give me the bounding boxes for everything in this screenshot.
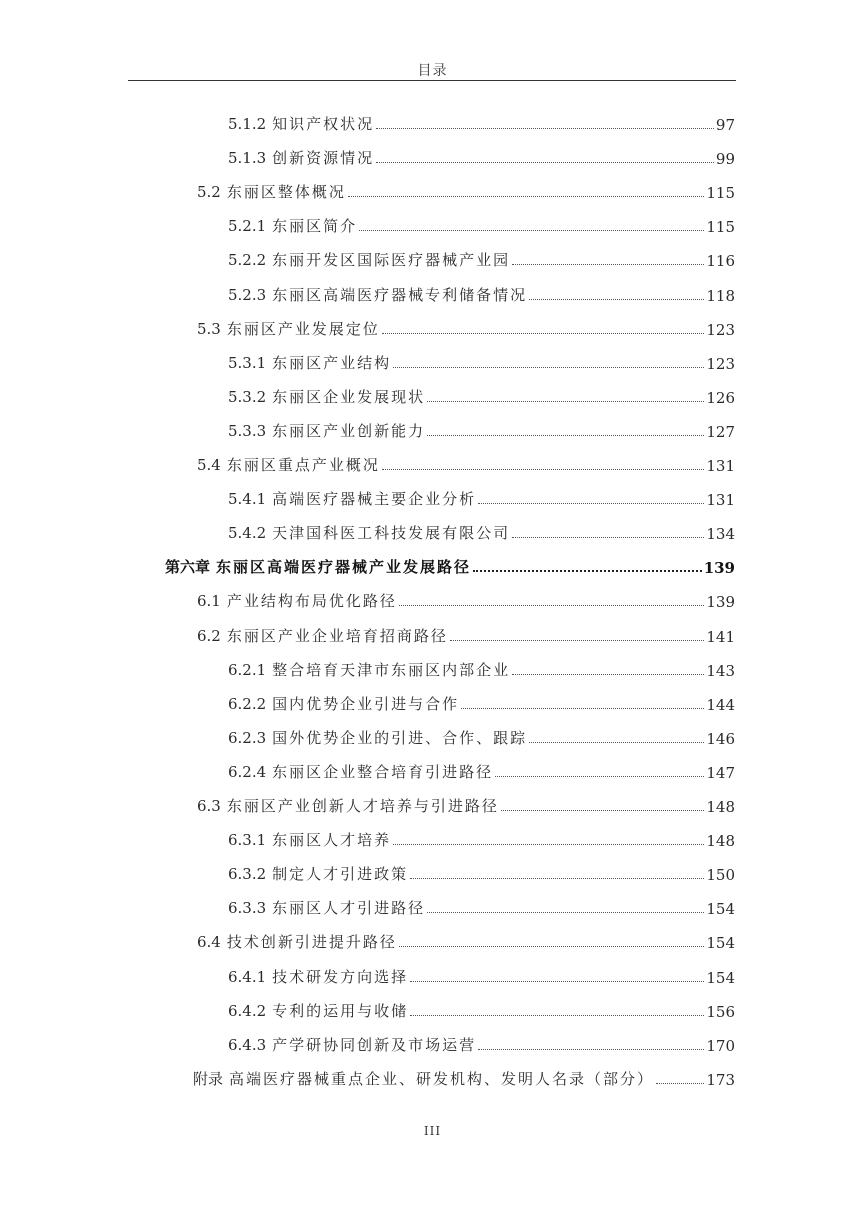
- toc-entry-page: 139: [706, 593, 735, 611]
- header-title: 目录: [0, 60, 865, 80]
- toc-entry-number: 6.2.3: [228, 729, 266, 747]
- header-divider: [128, 80, 736, 81]
- toc-dot-leader: [478, 1049, 704, 1050]
- toc-entry[interactable]: [197, 451, 735, 475]
- toc-dot-leader: [461, 708, 704, 709]
- toc-entry-label: [165, 556, 471, 577]
- toc-entry-label: [197, 181, 346, 202]
- toc-entry[interactable]: [197, 622, 735, 646]
- toc-entry[interactable]: [228, 349, 735, 373]
- toc-entry-label: [197, 931, 397, 952]
- toc-entry-number: 6.3.3: [228, 899, 266, 917]
- toc-entry-label: [228, 386, 425, 407]
- toc-dot-leader: [512, 264, 704, 265]
- toc-entry-page: 123: [706, 321, 735, 339]
- toc-entry-page: 134: [706, 525, 735, 543]
- toc-entry-page: 97: [716, 116, 735, 134]
- toc-dot-leader: [376, 128, 714, 129]
- toc-entry-title: 国内优势企业引进与合作: [272, 695, 459, 713]
- toc-entry-label: [228, 215, 357, 236]
- toc-entry-number: 6.2.4: [228, 763, 266, 781]
- toc-dot-leader: [473, 570, 702, 572]
- toc-entry-title: 东丽区简介: [272, 217, 357, 235]
- toc-entry-label: [228, 727, 527, 748]
- toc-chapter-entry[interactable]: [165, 553, 735, 577]
- toc-entry-number: 6.2.1: [228, 661, 266, 679]
- toc-entry[interactable]: [197, 315, 735, 339]
- toc-dot-leader: [427, 912, 704, 913]
- toc-entry[interactable]: [228, 417, 735, 441]
- toc-entry-label: [228, 113, 374, 134]
- toc-entry-title: 知识产权状况: [272, 115, 374, 133]
- toc-entry-page: 118: [706, 287, 735, 305]
- toc-entry[interactable]: [228, 144, 735, 168]
- toc-dot-leader: [478, 503, 704, 504]
- toc-entry-page: 148: [706, 798, 735, 816]
- toc-entry-number: 6.4.1: [228, 968, 266, 986]
- toc-entry-number: 5.1.2: [228, 115, 266, 133]
- toc-entry-label: [228, 693, 459, 714]
- toc-entry[interactable]: [228, 826, 735, 850]
- toc-entry-number: 5.2.1: [228, 217, 266, 235]
- toc-dot-leader: [529, 299, 704, 300]
- toc-dot-leader: [512, 537, 704, 538]
- toc-entry-label: [228, 352, 391, 373]
- toc-entry-page: 143: [706, 662, 735, 680]
- toc-entry[interactable]: [228, 690, 735, 714]
- toc-entry[interactable]: [228, 894, 735, 918]
- toc-entry-page: 126: [706, 389, 735, 407]
- toc-dot-leader: [427, 435, 704, 436]
- toc-dot-leader: [382, 469, 704, 470]
- toc-entry-page: 131: [706, 457, 735, 475]
- toc-entry-title: 东丽区产业发展定位: [227, 320, 380, 338]
- toc-entry-title: 高端医疗器械主要企业分析: [272, 490, 476, 508]
- toc-entry-label: [197, 625, 448, 646]
- toc-entry-number: 附录: [193, 1070, 223, 1088]
- toc-entry-page: 156: [706, 1003, 735, 1021]
- toc-entry[interactable]: [228, 485, 735, 509]
- toc-entry-label: [228, 659, 510, 680]
- toc-entry-title: 东丽区整体概况: [227, 183, 346, 201]
- toc-dot-leader: [495, 776, 704, 777]
- toc-entry-number: 6.3.1: [228, 831, 266, 849]
- toc-dot-leader: [410, 878, 704, 879]
- toc-dot-leader: [450, 640, 704, 641]
- toc-entry-page: 147: [706, 764, 735, 782]
- toc-entry-page: 141: [706, 628, 735, 646]
- toc-entry-page: 173: [706, 1071, 735, 1089]
- toc-entry[interactable]: [228, 656, 735, 680]
- toc-entry-title: 东丽区人才引进路径: [272, 899, 425, 917]
- toc-dot-leader: [399, 946, 704, 947]
- toc-entry-page: 123: [706, 355, 735, 373]
- toc-entry-number: 5.2.2: [228, 251, 266, 269]
- toc-dot-leader: [393, 844, 704, 845]
- toc-entry-number: 6.4: [197, 933, 221, 951]
- toc-entry-title: 东丽区产业创新能力: [272, 422, 425, 440]
- toc-dot-leader: [348, 196, 704, 197]
- toc-entry-page: 116: [706, 252, 735, 270]
- toc-dot-leader: [656, 1083, 704, 1084]
- toc-entry-number: 5.4.1: [228, 490, 266, 508]
- toc-entry[interactable]: [197, 178, 735, 202]
- toc-dot-leader: [359, 230, 704, 231]
- toc-entry[interactable]: [228, 997, 735, 1021]
- toc-entry-number: 5.2.3: [228, 286, 266, 304]
- toc-entry-label: [228, 147, 374, 168]
- toc-entry-title: 东丽区产业结构: [272, 354, 391, 372]
- toc-entry-number: 6.3: [197, 797, 221, 815]
- toc-entry-title: 东丽区重点产业概况: [227, 456, 380, 474]
- toc-entry-label: [228, 1034, 476, 1055]
- toc-entry-title: 天津国科医工科技发展有限公司: [272, 524, 510, 542]
- toc-entry-number: 6.4.3: [228, 1036, 266, 1054]
- toc-entry[interactable]: [197, 928, 735, 952]
- toc-entry-label: [197, 454, 380, 475]
- toc-entry-title: 技术研发方向选择: [272, 968, 408, 986]
- toc-entry-page: 139: [704, 559, 735, 577]
- toc-entry-number: 6.4.2: [228, 1002, 266, 1020]
- toc-entry-page: 127: [706, 423, 735, 441]
- toc-entry-label: [228, 966, 408, 987]
- toc-entry-title: 高端医疗器械重点企业、研发机构、发明人名录（部分）: [229, 1070, 654, 1088]
- toc-entry-number: 6.2.2: [228, 695, 266, 713]
- toc-entry-label: [197, 795, 499, 816]
- toc-dot-leader: [410, 981, 704, 982]
- toc-entry[interactable]: [193, 1065, 735, 1089]
- toc-entry-page: 115: [706, 218, 735, 236]
- toc-entry-page: 154: [706, 934, 735, 952]
- toc-entry[interactable]: [197, 587, 735, 611]
- toc-entry-page: 115: [706, 184, 735, 202]
- toc-entry-label: [228, 863, 408, 884]
- toc-entry-label: [228, 829, 391, 850]
- toc-entry-page: 154: [706, 900, 735, 918]
- toc-entry-label: [228, 761, 493, 782]
- toc-entry[interactable]: [228, 383, 735, 407]
- toc-entry-label: [228, 897, 425, 918]
- toc-entry-title: 技术创新引进提升路径: [227, 933, 397, 951]
- toc-entry[interactable]: [228, 519, 735, 543]
- toc-entry-title: 产学研协同创新及市场运营: [272, 1036, 476, 1054]
- toc-entry-title: 国外优势企业的引进、合作、跟踪: [272, 729, 527, 747]
- toc-entry-label: [228, 1000, 408, 1021]
- toc-entry-title: 制定人才引进政策: [272, 865, 408, 883]
- toc-entry-page: 148: [706, 832, 735, 850]
- toc-dot-leader: [427, 401, 704, 402]
- toc-entry-number: 6.2: [197, 627, 221, 645]
- toc-entry-number: 5.3: [197, 320, 221, 338]
- toc-entry-number: 5.3.2: [228, 388, 266, 406]
- toc-entry[interactable]: [228, 758, 735, 782]
- toc-entry-number: 5.4: [197, 456, 221, 474]
- toc-dot-leader: [529, 742, 704, 743]
- toc-dot-leader: [376, 162, 714, 163]
- toc-entry-label: [228, 420, 425, 441]
- toc-entry-title: 产业结构布局优化路径: [227, 592, 397, 610]
- toc-entry-number: 5.3.3: [228, 422, 266, 440]
- toc-entry-title: 创新资源情况: [272, 149, 374, 167]
- toc-entry-number: 第六章: [165, 558, 210, 576]
- toc-entry-label: [197, 590, 397, 611]
- footer-page-number: III: [0, 1124, 865, 1138]
- toc-entry-title: 东丽开发区国际医疗器械产业园: [272, 251, 510, 269]
- toc-entry-title: 东丽区产业创新人才培养与引进路径: [227, 797, 499, 815]
- toc-dot-leader: [501, 810, 704, 811]
- toc-entry-number: 5.2: [197, 183, 221, 201]
- toc-entry[interactable]: [228, 110, 735, 134]
- toc-entry-label: [193, 1068, 654, 1089]
- toc-entry-page: 150: [706, 866, 735, 884]
- toc-entry-label: [197, 318, 380, 339]
- toc-entry-title: 专利的运用与收储: [272, 1002, 408, 1020]
- toc-entry-number: 6.3.2: [228, 865, 266, 883]
- toc-entry[interactable]: [228, 281, 735, 305]
- toc-entry-title: 东丽区企业发展现状: [272, 388, 425, 406]
- toc-entry-label: [228, 284, 527, 305]
- toc-dot-leader: [393, 367, 704, 368]
- toc-entry[interactable]: [228, 1031, 735, 1055]
- toc-entry-number: 6.1: [197, 592, 221, 610]
- toc-entry-label: [228, 488, 476, 509]
- toc-dot-leader: [512, 674, 704, 675]
- toc-entry[interactable]: [228, 724, 735, 748]
- toc-entry[interactable]: [228, 963, 735, 987]
- toc-dot-leader: [399, 605, 704, 606]
- toc-entry-title: 整合培育天津市东丽区内部企业: [272, 661, 510, 679]
- toc-entry-page: 170: [706, 1037, 735, 1055]
- toc-entry-title: 东丽区产业企业培育招商路径: [227, 627, 448, 645]
- toc-entry-number: 5.4.2: [228, 524, 266, 542]
- toc-entry-title: 东丽区高端医疗器械专利储备情况: [272, 286, 527, 304]
- toc-entry-page: 154: [706, 969, 735, 987]
- toc-entry[interactable]: [228, 212, 735, 236]
- toc-entry-page: 144: [706, 696, 735, 714]
- toc-entry[interactable]: [197, 792, 735, 816]
- toc-entry-title: 东丽区企业整合培育引进路径: [272, 763, 493, 781]
- toc-entry-page: 131: [706, 491, 735, 509]
- toc-entry-number: 5.3.1: [228, 354, 266, 372]
- toc-entry-number: 5.1.3: [228, 149, 266, 167]
- toc-dot-leader: [382, 333, 704, 334]
- toc-entry-page: 146: [706, 730, 735, 748]
- toc-entry-label: [228, 522, 510, 543]
- toc-entry-page: 99: [716, 150, 735, 168]
- toc-entry[interactable]: [228, 246, 735, 270]
- toc-entry-label: [228, 249, 510, 270]
- toc-entry-title: 东丽区高端医疗器械产业发展路径: [216, 558, 471, 576]
- toc-entry[interactable]: [228, 860, 735, 884]
- toc-dot-leader: [410, 1015, 704, 1016]
- toc-entry-title: 东丽区人才培养: [272, 831, 391, 849]
